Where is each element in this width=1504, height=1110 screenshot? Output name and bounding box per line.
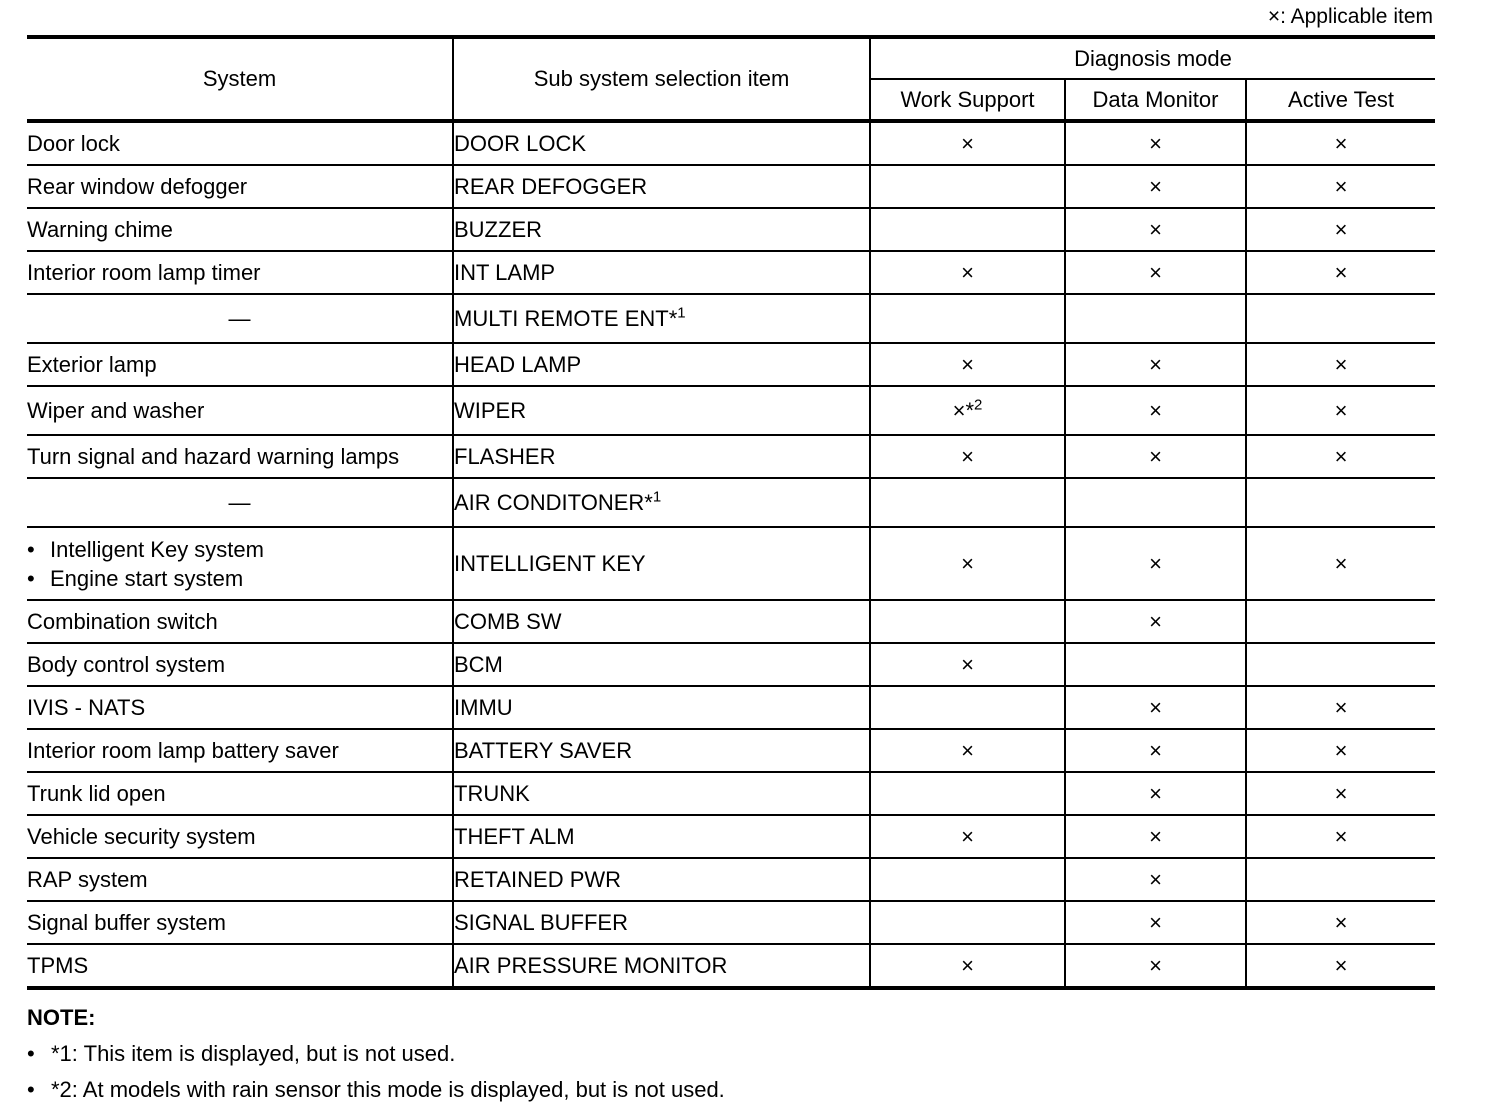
table-row xyxy=(27,944,1435,988)
header-diagnosis-mode: Diagnosis mode xyxy=(870,37,1435,79)
sub-system-label: HEAD LAMP xyxy=(454,351,582,377)
table-row xyxy=(27,858,1435,901)
work-support-cell xyxy=(870,294,1065,343)
system-list-item-label: Engine start system xyxy=(50,565,244,591)
system-cell: Body control system xyxy=(27,643,453,686)
sub-system-label: MULTI REMOTE ENT* xyxy=(454,305,678,331)
sub-system-label: COMB SW xyxy=(454,608,562,634)
table-row xyxy=(27,386,1435,435)
sub-system-cell xyxy=(453,478,870,527)
applicable-mark: × xyxy=(961,651,974,677)
sub-system-label: BUZZER xyxy=(454,216,542,242)
data-monitor-cell xyxy=(1065,686,1246,729)
table-row xyxy=(27,772,1435,815)
system-cell: Door lock xyxy=(27,121,453,165)
data-monitor-cell xyxy=(1065,435,1246,478)
sub-system-cell xyxy=(453,208,870,251)
work-support-cell xyxy=(870,815,1065,858)
applicable-mark: × xyxy=(1334,780,1348,806)
data-monitor-cell xyxy=(1065,165,1246,208)
sub-system-label: BATTERY SAVER xyxy=(454,737,633,763)
active-test-cell xyxy=(1246,527,1435,600)
table-row xyxy=(27,643,1435,686)
work-support-cell xyxy=(870,527,1065,600)
data-monitor-cell xyxy=(1065,729,1246,772)
applicable-mark: × xyxy=(1149,550,1162,576)
active-test-cell xyxy=(1246,686,1435,729)
table-row xyxy=(27,478,1435,527)
system-cell: IVIS - NATS xyxy=(27,686,453,729)
active-test-cell xyxy=(1246,858,1435,901)
active-test-cell xyxy=(1246,435,1435,478)
active-test-cell xyxy=(1246,165,1435,208)
active-test-cell xyxy=(1246,944,1435,988)
applicable-mark: × xyxy=(1149,259,1162,285)
system-cell xyxy=(27,527,453,600)
data-monitor-cell xyxy=(1065,527,1246,600)
applicable-mark: × xyxy=(961,351,974,377)
sub-system-cell xyxy=(453,386,870,435)
applicable-mark: × xyxy=(1149,216,1162,242)
applicable-mark: × xyxy=(1334,823,1348,849)
active-test-cell xyxy=(1246,208,1435,251)
header-work-support: Work Support xyxy=(870,79,1065,121)
table-row xyxy=(27,343,1435,386)
system-cell: Interior room lamp timer xyxy=(27,251,453,294)
sub-system-label: DOOR LOCK xyxy=(454,130,587,156)
system-cell: Interior room lamp battery saver xyxy=(27,729,453,772)
system-cell: TPMS xyxy=(27,944,453,988)
applicable-mark: × xyxy=(1334,259,1348,285)
system-cell: Combination switch xyxy=(27,600,453,643)
work-support-cell xyxy=(870,858,1065,901)
applicable-mark: × xyxy=(961,952,974,978)
applicable-mark: × xyxy=(1149,608,1162,634)
active-test-cell xyxy=(1246,600,1435,643)
applicable-mark: × xyxy=(1149,694,1162,720)
table-row xyxy=(27,901,1435,944)
data-monitor-cell xyxy=(1065,858,1246,901)
table-row xyxy=(27,686,1435,729)
work-support-cell xyxy=(870,944,1065,988)
sub-system-cell xyxy=(453,729,870,772)
sub-system-label: FLASHER xyxy=(454,443,556,469)
sub-system-label: AIR PRESSURE MONITOR xyxy=(454,952,728,978)
sub-system-label: IMMU xyxy=(454,694,513,720)
system-cell: Trunk lid open xyxy=(27,772,453,815)
work-support-cell xyxy=(870,729,1065,772)
system-cell: — xyxy=(27,294,453,343)
active-test-cell xyxy=(1246,343,1435,386)
sub-system-label: INTELLIGENT KEY xyxy=(454,550,646,576)
table-row xyxy=(27,165,1435,208)
sub-system-cell xyxy=(453,643,870,686)
sub-system-cell xyxy=(453,600,870,643)
applicable-mark: × xyxy=(1334,737,1348,763)
sub-system-label: RETAINED PWR xyxy=(454,866,622,892)
applicable-mark: × xyxy=(1149,952,1162,978)
system-cell: Rear window defogger xyxy=(27,165,453,208)
sub-system-cell xyxy=(453,251,870,294)
notes-title: NOTE: xyxy=(27,1005,96,1030)
applicable-mark: × xyxy=(1149,909,1162,935)
table-row xyxy=(27,815,1435,858)
sub-system-cell xyxy=(453,901,870,944)
applicable-mark: ×* xyxy=(952,397,975,423)
work-support-cell xyxy=(870,600,1065,643)
sub-system-cell xyxy=(453,165,870,208)
work-support-cell xyxy=(870,251,1065,294)
active-test-cell xyxy=(1246,901,1435,944)
work-support-cell xyxy=(870,686,1065,729)
applicable-mark: × xyxy=(961,443,974,469)
applicable-mark: × xyxy=(961,823,974,849)
footnote-ref: 1 xyxy=(677,304,686,322)
system-list xyxy=(27,535,452,593)
sub-system-cell xyxy=(453,343,870,386)
header-active-test: Active Test xyxy=(1246,79,1435,121)
applicable-mark: × xyxy=(1149,130,1162,156)
applicable-mark: × xyxy=(1334,216,1348,242)
data-monitor-cell xyxy=(1065,901,1246,944)
data-monitor-cell xyxy=(1065,208,1246,251)
active-test-cell xyxy=(1246,251,1435,294)
table-row xyxy=(27,729,1435,772)
system-cell: Signal buffer system xyxy=(27,901,453,944)
sub-system-label: BCM xyxy=(454,651,503,677)
applicable-mark: × xyxy=(1334,694,1348,720)
active-test-cell xyxy=(1246,815,1435,858)
data-monitor-cell xyxy=(1065,772,1246,815)
applicable-mark: × xyxy=(1334,952,1348,978)
data-monitor-cell xyxy=(1065,121,1246,165)
diagnosis-table xyxy=(27,35,1435,990)
system-cell: Warning chime xyxy=(27,208,453,251)
sub-system-label: REAR DEFOGGER xyxy=(454,173,648,199)
data-monitor-cell xyxy=(1065,643,1246,686)
sub-system-cell xyxy=(453,858,870,901)
active-test-cell xyxy=(1246,294,1435,343)
sub-system-cell xyxy=(453,527,870,600)
table-row xyxy=(27,121,1435,165)
work-support-cell xyxy=(870,208,1065,251)
applicable-mark: × xyxy=(1334,173,1348,199)
data-monitor-cell xyxy=(1065,343,1246,386)
sub-system-label: INT LAMP xyxy=(454,259,556,285)
active-test-cell xyxy=(1246,386,1435,435)
applicable-mark: × xyxy=(1334,397,1348,423)
sub-system-label: TRUNK xyxy=(454,780,530,806)
active-test-cell xyxy=(1246,729,1435,772)
system-list-item xyxy=(27,564,452,593)
table-row xyxy=(27,294,1435,343)
sub-system-cell xyxy=(453,944,870,988)
active-test-cell xyxy=(1246,643,1435,686)
system-cell: Exterior lamp xyxy=(27,343,453,386)
sub-system-cell xyxy=(453,686,870,729)
active-test-cell xyxy=(1246,772,1435,815)
data-monitor-cell xyxy=(1065,294,1246,343)
data-monitor-cell xyxy=(1065,600,1246,643)
work-support-cell xyxy=(870,478,1065,527)
work-support-cell xyxy=(870,386,1065,435)
system-cell: Wiper and washer xyxy=(27,386,453,435)
applicable-mark: × xyxy=(1334,443,1348,469)
work-support-cell xyxy=(870,435,1065,478)
sub-system-label: WIPER xyxy=(454,397,527,423)
system-cell: Turn signal and hazard warning lamps xyxy=(27,435,453,478)
active-test-cell xyxy=(1246,121,1435,165)
table-row xyxy=(27,435,1435,478)
applicable-mark: × xyxy=(1149,780,1162,806)
applicable-mark: × xyxy=(1149,823,1162,849)
applicable-mark: × xyxy=(1149,397,1162,423)
footnote-ref: 2 xyxy=(974,396,983,414)
applicable-mark: × xyxy=(1334,909,1348,935)
work-support-cell xyxy=(870,901,1065,944)
legend: ×: Applicable item xyxy=(1267,5,1433,28)
applicable-mark: × xyxy=(1149,443,1162,469)
work-support-cell xyxy=(870,165,1065,208)
data-monitor-cell xyxy=(1065,944,1246,988)
sub-system-cell xyxy=(453,121,870,165)
work-support-cell xyxy=(870,772,1065,815)
work-support-cell xyxy=(870,343,1065,386)
sub-system-cell xyxy=(453,435,870,478)
table-row xyxy=(27,600,1435,643)
data-monitor-cell xyxy=(1065,815,1246,858)
notes xyxy=(27,1000,725,1108)
table-body xyxy=(27,121,1435,988)
applicable-mark: × xyxy=(961,737,974,763)
table-row xyxy=(27,208,1435,251)
applicable-mark: × xyxy=(961,130,974,156)
applicable-mark: × xyxy=(1334,550,1348,576)
work-support-cell xyxy=(870,643,1065,686)
footnote-ref: 1 xyxy=(652,488,662,506)
applicable-mark: × xyxy=(1149,351,1162,377)
sub-system-cell xyxy=(453,772,870,815)
system-list-item xyxy=(27,535,452,564)
applicable-mark: × xyxy=(961,259,974,285)
sub-system-label: THEFT ALM xyxy=(454,823,575,849)
note-item: • *1: This item is displayed, but is not used. xyxy=(27,1036,725,1072)
system-list-item-label: Intelligent Key system xyxy=(50,536,264,562)
data-monitor-cell xyxy=(1065,386,1246,435)
applicable-mark: × xyxy=(1149,173,1162,199)
sub-system-cell xyxy=(453,815,870,858)
sub-system-cell xyxy=(453,294,870,343)
data-monitor-cell xyxy=(1065,251,1246,294)
applicable-mark: × xyxy=(1334,130,1348,156)
sub-system-label: SIGNAL BUFFER xyxy=(454,909,628,935)
system-cell: — xyxy=(27,478,453,527)
sub-system-label: AIR CONDITONER* xyxy=(454,489,653,515)
active-test-cell xyxy=(1246,478,1435,527)
system-cell: RAP system xyxy=(27,858,453,901)
system-cell: Vehicle security system xyxy=(27,815,453,858)
data-monitor-cell xyxy=(1065,478,1246,527)
applicable-mark: × xyxy=(1149,737,1162,763)
applicable-mark: × xyxy=(1334,351,1348,377)
applicable-mark: × xyxy=(961,550,974,576)
header-data-monitor: Data Monitor xyxy=(1065,79,1246,121)
applicable-mark: × xyxy=(1149,866,1162,892)
table-row xyxy=(27,251,1435,294)
table-row xyxy=(27,527,1435,600)
note-item: • *2: At models with rain sensor this mode is displayed, but is not used. xyxy=(27,1072,725,1108)
header-sub-system: Sub system selection item xyxy=(453,37,870,121)
work-support-cell xyxy=(870,121,1065,165)
header-system: System xyxy=(27,37,453,121)
header-row xyxy=(27,37,1435,79)
